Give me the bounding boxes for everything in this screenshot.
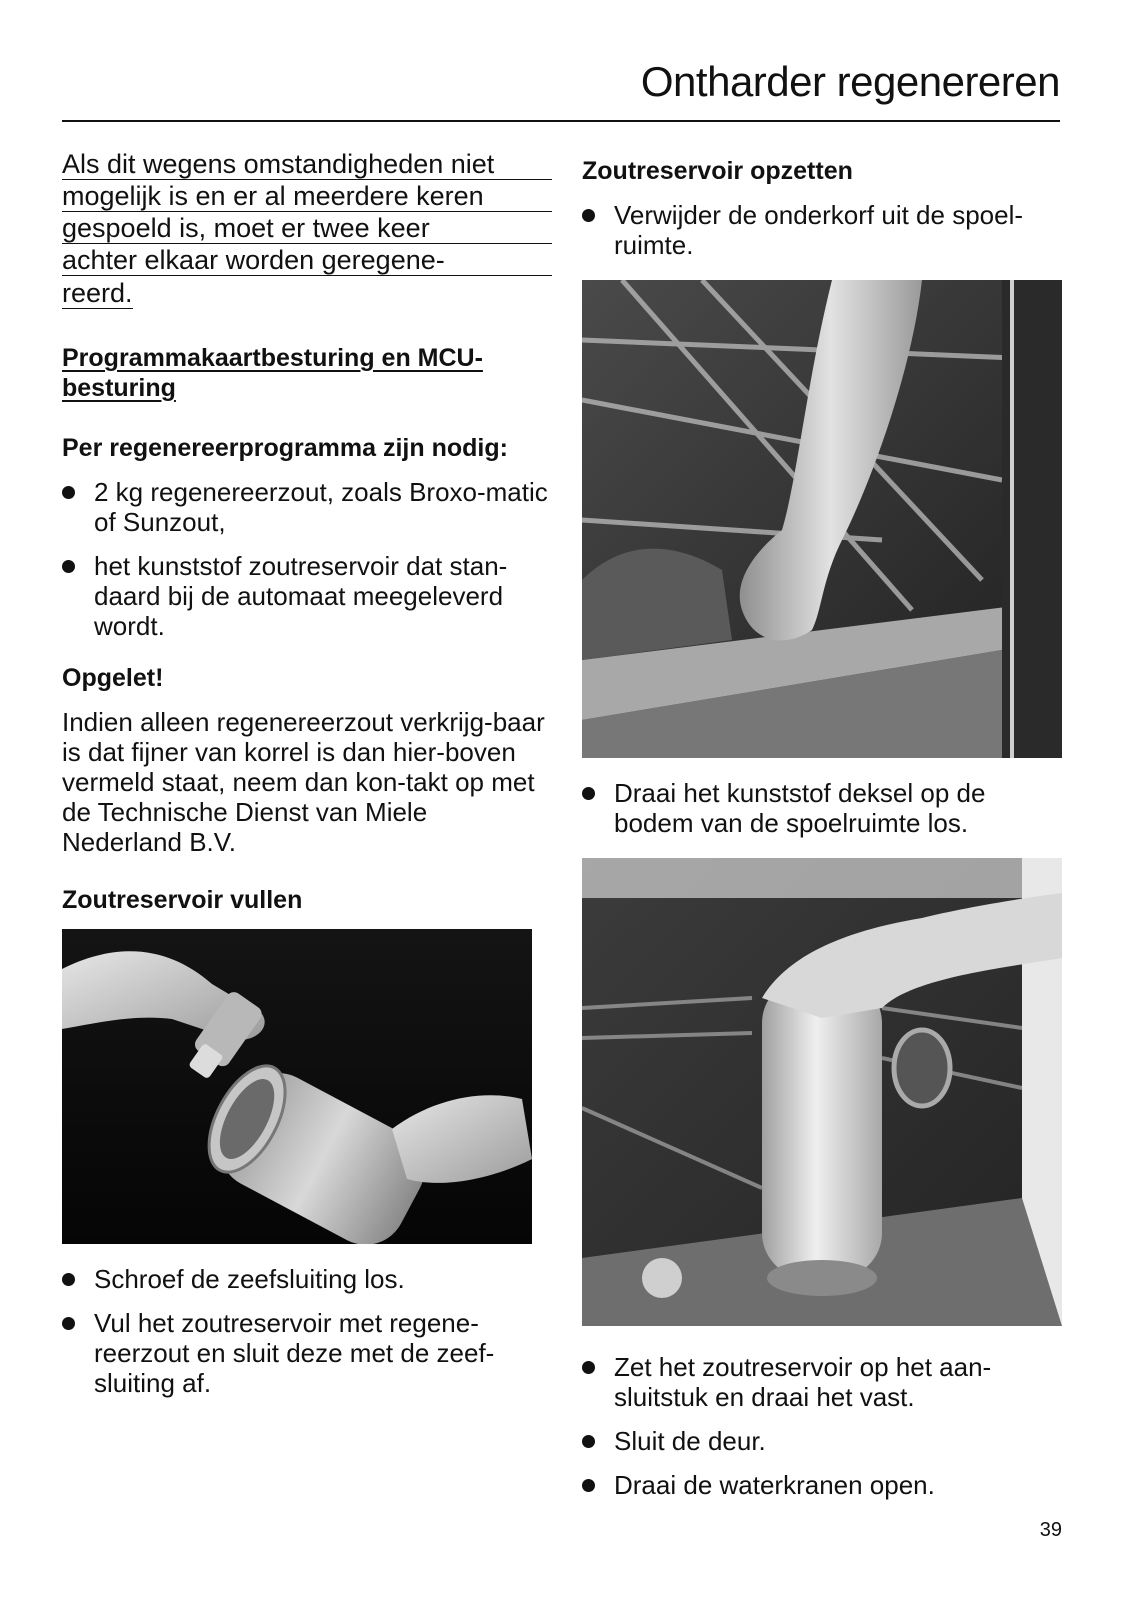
bullet-icon	[62, 1317, 75, 1330]
bullet-icon	[582, 209, 595, 222]
bullet-icon	[582, 787, 595, 800]
list-item	[582, 1352, 1062, 1412]
list-item-text: Sluit de deur.	[614, 1426, 766, 1456]
page-number: 39	[1039, 1519, 1062, 1541]
list-item-text: 2 kg regenereerzout, zoals Broxo-matic of Sunzout,	[94, 477, 548, 537]
list-item-text: het kunststof zoutreservoir dat stan-daard bij de automaat meegeleverd wordt.	[94, 551, 508, 641]
remove-basket-photo	[582, 280, 1062, 758]
left-column	[62, 150, 552, 1418]
step1-list	[582, 200, 1062, 260]
list-item-text: Schroef de zeefsluiting los.	[94, 1264, 405, 1294]
list-item	[62, 1264, 552, 1294]
bullet-icon	[62, 560, 75, 573]
salt-container-photo	[62, 929, 532, 1244]
notice-line: reerd.	[62, 278, 133, 308]
list-item-text: Draai het kunststof deksel op de bodem van de spoelruimte los.	[614, 778, 986, 838]
notice-line: Als dit wegens omstandigheden niet	[62, 150, 552, 180]
header-rule	[62, 120, 1060, 122]
final-list	[582, 1352, 1062, 1500]
step2-list	[582, 778, 1062, 838]
caution-title: Opgelet!	[62, 664, 164, 692]
fill-title: Zoutreservoir vullen	[62, 886, 303, 914]
list-item	[582, 200, 1062, 260]
caution-text: Indien alleen regenereerzout verkrijg-baar is dat fijner van korrel is dan hier-boven vermeld staat, neem dan kon-takt op met de Technische Dienst van Miele Nederland B.V.	[62, 707, 545, 857]
notice-text	[62, 150, 552, 311]
needed-list	[62, 477, 552, 641]
notice-line: mogelijk is en er al meerdere keren	[62, 182, 552, 212]
list-item-text: Verwijder de onderkorf uit de spoel-ruimte.	[614, 200, 1024, 260]
section-title	[62, 343, 552, 403]
fill-list	[62, 1264, 552, 1398]
bullet-icon	[582, 1361, 595, 1374]
bullet-icon	[582, 1435, 595, 1448]
needed-title: Per regenereerprogramma zijn nodig:	[62, 434, 508, 462]
list-item-text: Vul het zoutreservoir met regene-reerzout en sluit deze met de zeef-sluiting af.	[94, 1308, 495, 1398]
right-column	[582, 150, 1062, 1520]
list-item	[62, 477, 552, 537]
reservoir-on-connector-illustration	[582, 858, 1062, 1326]
notice-line: gespoeld is, moet er twee keer	[62, 214, 552, 244]
list-item-text: Zet het zoutreservoir op het aan-sluitstuk en draai het vast.	[614, 1352, 992, 1412]
bullet-icon	[62, 486, 75, 499]
list-item	[582, 778, 1062, 838]
list-item	[582, 1426, 1062, 1456]
mount-title: Zoutreservoir opzetten	[582, 157, 853, 185]
mount-reservoir-photo	[582, 858, 1062, 1326]
notice-line: achter elkaar worden geregene-	[62, 246, 552, 276]
bullet-icon	[582, 1479, 595, 1492]
hand-in-dishwasher-illustration	[582, 280, 1062, 758]
page-header-title: Ontharder regenereren	[640, 58, 1060, 105]
section-title-text: Programmakaartbesturing en MCU-besturing	[62, 344, 483, 402]
hands-filling-container-illustration	[62, 929, 532, 1244]
bullet-icon	[62, 1273, 75, 1286]
list-item	[62, 551, 552, 641]
list-item	[582, 1470, 1062, 1500]
list-item	[62, 1308, 552, 1398]
list-item-text: Draai de waterkranen open.	[614, 1470, 935, 1500]
